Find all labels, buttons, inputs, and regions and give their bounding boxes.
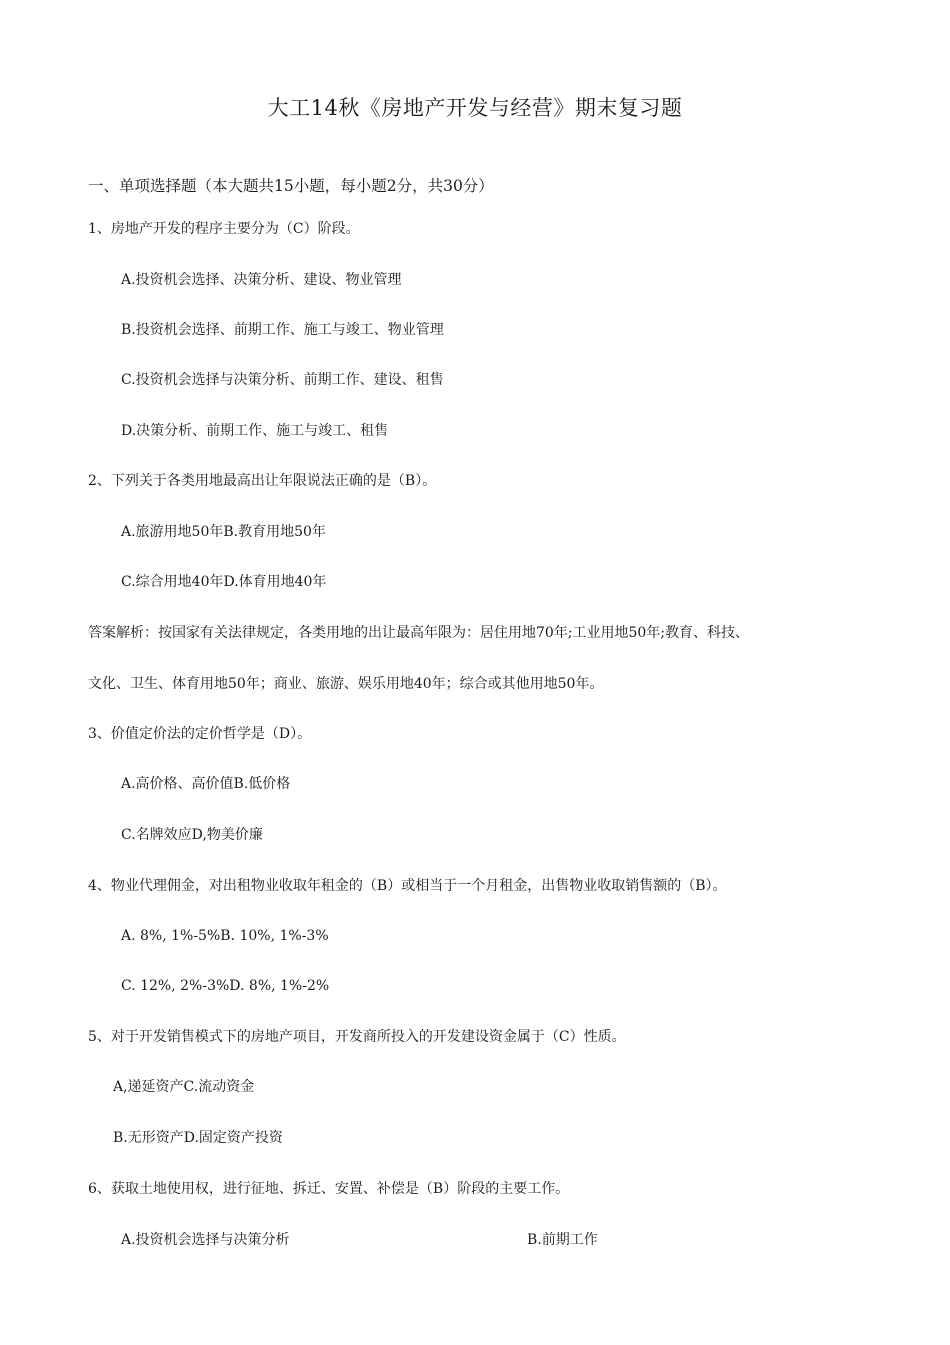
question-5-options-bd: B.无形资产D.固定资产投资 <box>113 1130 283 1146</box>
question-3-options-cd: C.名牌效应D,物美价廉 <box>121 827 263 843</box>
question-4-stem: 4、物业代理佣金，对出租物业收取年租金的（B）或相当于一个月租金，出售物业收取销售额的（B）。 <box>88 878 727 894</box>
section-heading: 一、单项选择题（本大题共15小题，每小题2分，共30分） <box>88 177 494 195</box>
question-2-options-cd: C.综合用地40年D.体育用地40年 <box>121 574 327 590</box>
question-6-option-a: A.投资机会选择与决策分析 <box>121 1232 290 1248</box>
question-6-stem: 6、获取土地使用权，进行征地、拆迁、安置、补偿是（B）阶段的主要工作。 <box>88 1181 570 1197</box>
document-title: 大工14秋《房地产开发与经营》期末复习题 <box>267 96 683 120</box>
question-6-option-b: B.前期工作 <box>527 1232 598 1248</box>
question-1-stem: 1、房地产开发的程序主要分为（C）阶段。 <box>88 221 360 237</box>
question-5-options-ac: A,递延资产C.流动资金 <box>113 1079 255 1095</box>
question-2-explanation-line-1: 答案解析：按国家有关法律规定，各类用地的出让最高年限为：居住用地70年;工业用地50年;教育、科技、 <box>88 625 750 641</box>
question-2-stem: 2、下列关于各类用地最高出让年限说法正确的是（B）。 <box>88 473 437 489</box>
question-1-option-a: A.投资机会选择、决策分析、建设、物业管理 <box>121 272 402 288</box>
question-1-option-c: C.投资机会选择与决策分析、前期工作、建设、租售 <box>121 372 444 388</box>
question-4-options-cd: C. 12%, 2%-3%D. 8%, 1%-2% <box>121 978 330 994</box>
question-2-options-ab: A.旅游用地50年B.教育用地50年 <box>121 524 326 540</box>
question-3-options-ab: A.高价格、高价值B.低价格 <box>121 776 291 792</box>
question-5-stem: 5、对于开发销售模式下的房地产项目，开发商所投入的开发建设资金属于（C）性质。 <box>88 1029 626 1045</box>
question-2-explanation-line-2: 文化、卫生、体育用地50年；商业、旅游、娱乐用地40年；综合或其他用地50年。 <box>88 676 604 692</box>
question-3-stem: 3、价值定价法的定价哲学是（D）。 <box>88 726 312 742</box>
question-4-options-ab: A. 8%, 1%-5%B. 10%, 1%-3% <box>121 928 329 944</box>
question-1-option-d: D.决策分析、前期工作、施工与竣工、租售 <box>121 423 389 439</box>
question-1-option-b: B.投资机会选择、前期工作、施工与竣工、物业管理 <box>121 322 444 338</box>
